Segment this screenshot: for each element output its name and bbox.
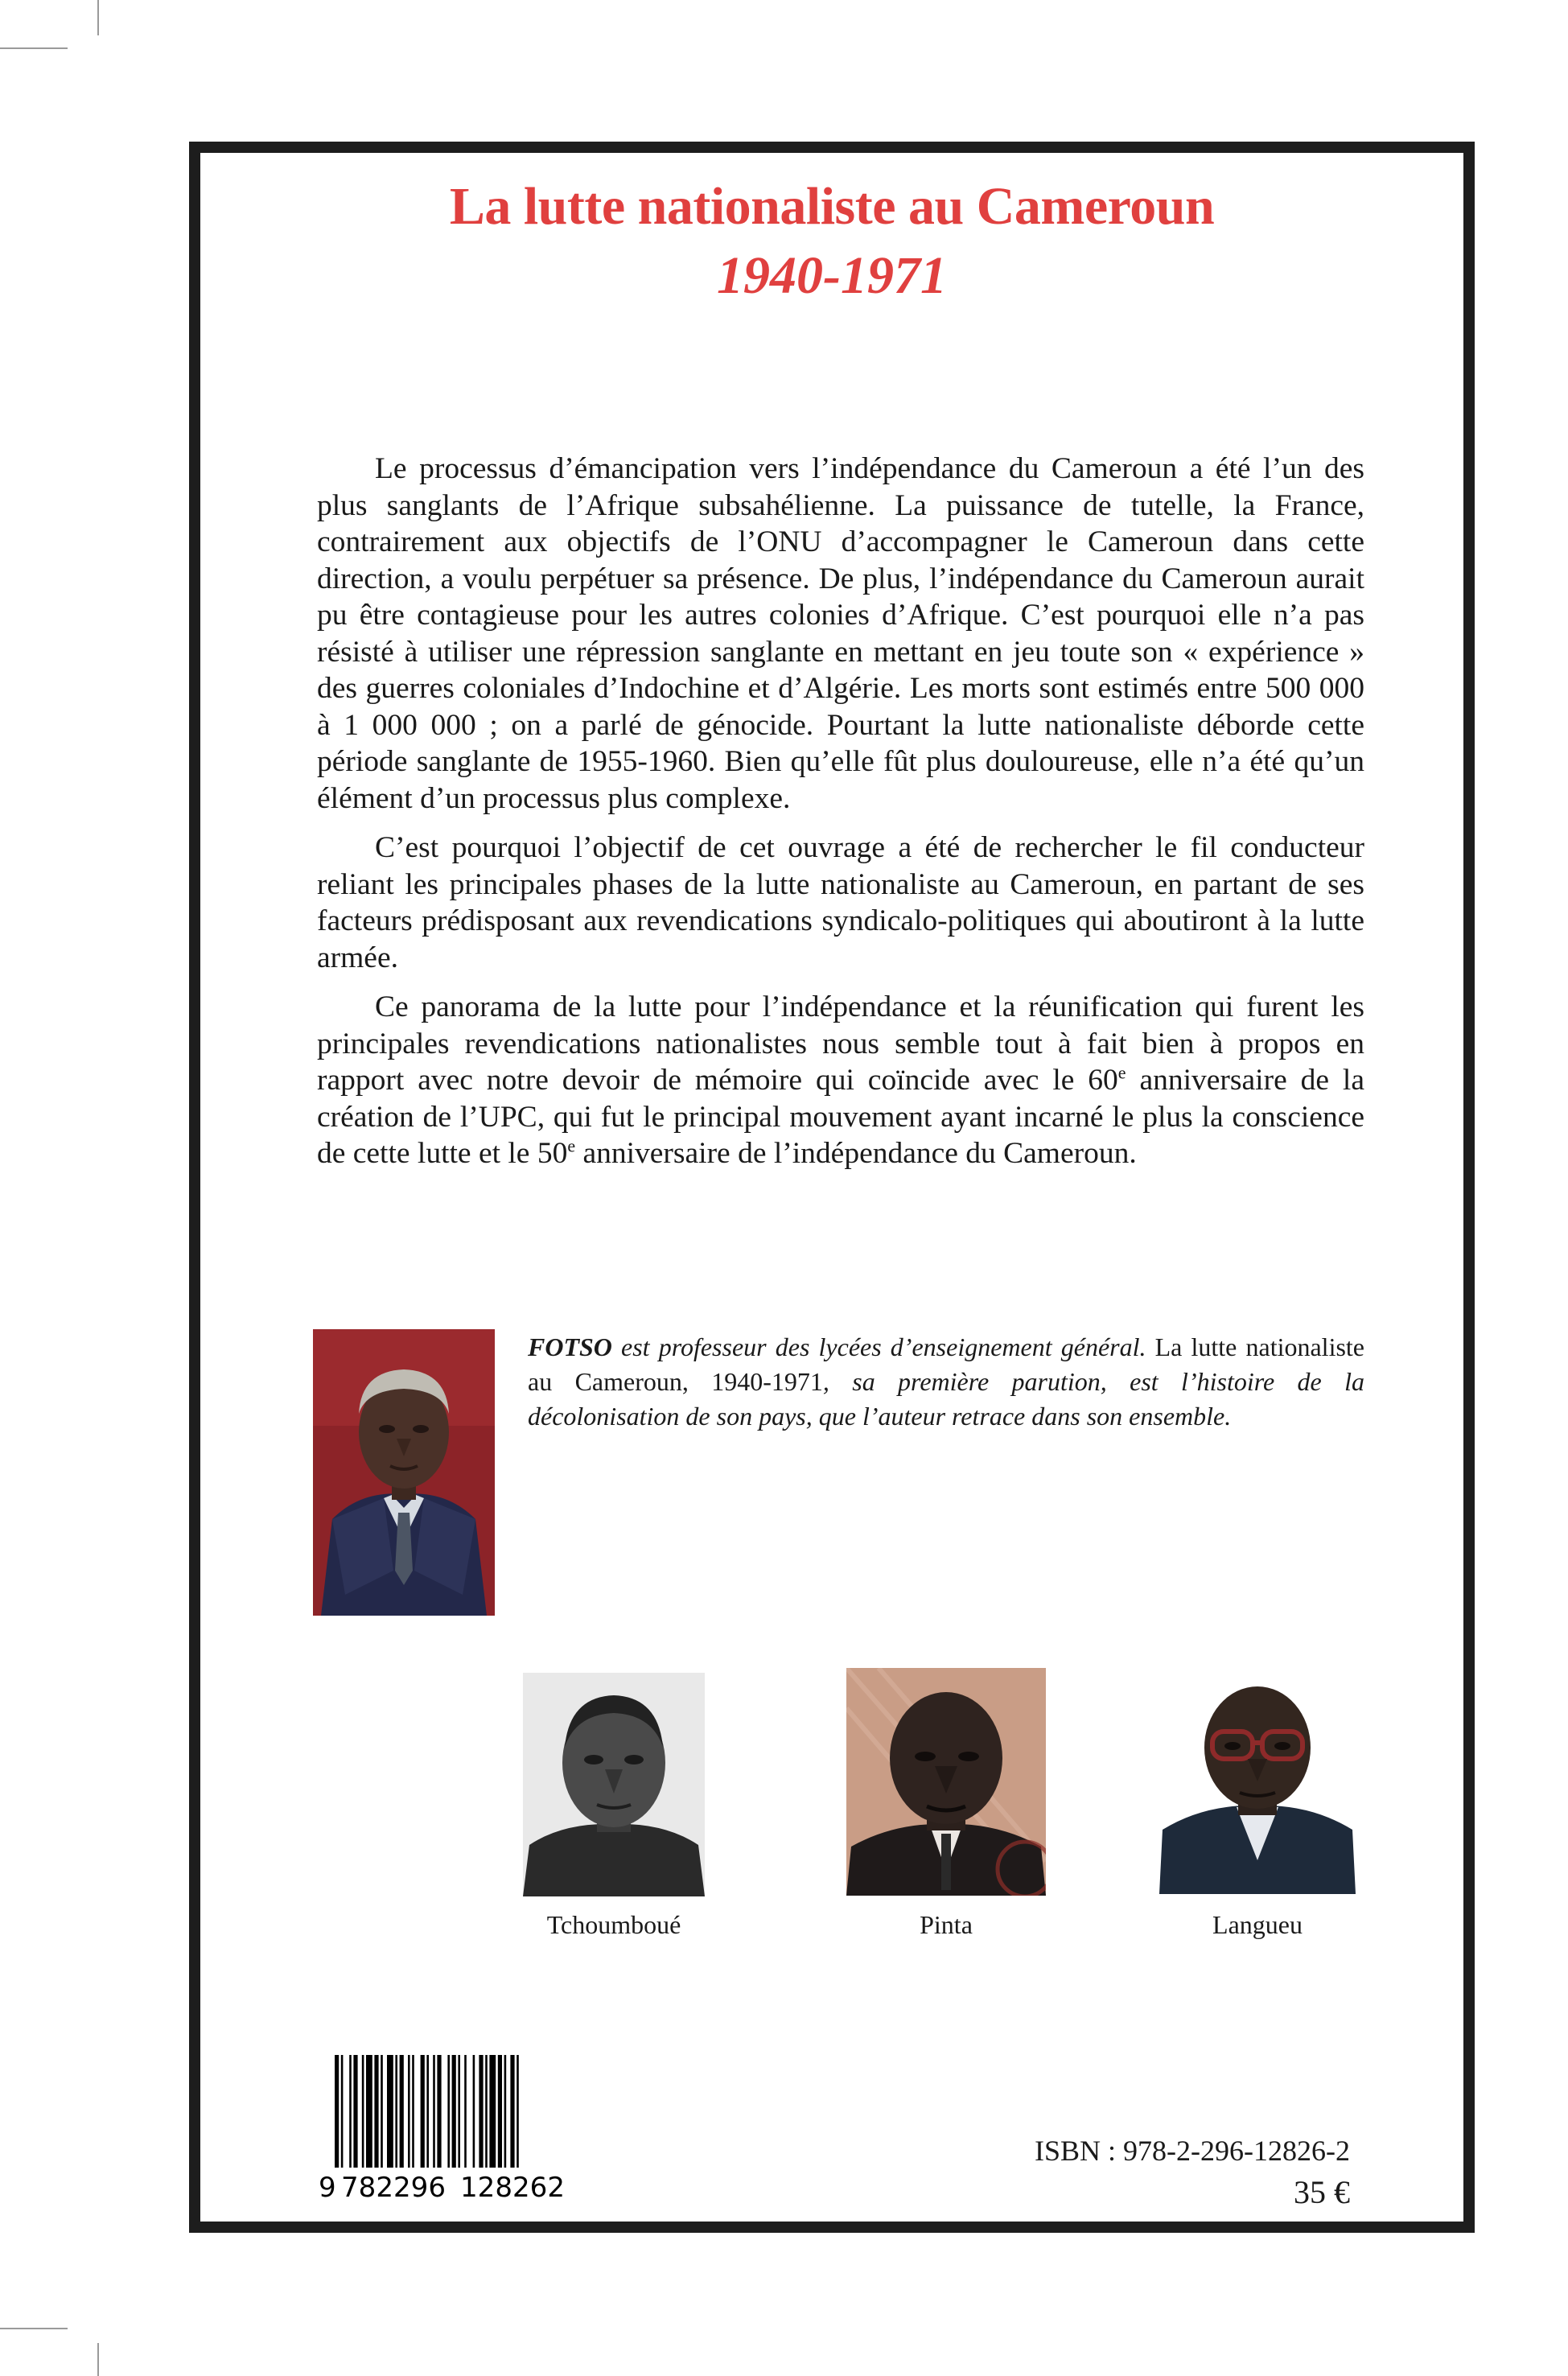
author-bio-part-2: , sa première parution, est l’histoire de la décolonisation de son pays, que l’auteur retrace dans son ensemble. [528, 1367, 1364, 1431]
blurb-paragraph-1: Le processus d’émancipation vers l’indépendance du Cameroun a été l’un des plus sanglants de l’Afrique subsahélienne. La puissance de tutelle, la France, contrairement aux objectifs de l’ONU d’accompagner le Cameroun dans cette direction, a voulu perpétuer sa présence. De plus, l’indépendance du Cameroun aurait pu être contagieuse pour les autres colonies d’Afrique. C’est pourquoi elle n’a pas résisté à utiliser une répression sanglante en mettant en jeu toute son « expérience » des guerres coloniales d’Indochine et d’Algérie. Les morts sont estimés entre 500 000 à 1 000 000 ; on a parlé de génocide. Pourtant la lutte nationaliste déborde cette période sanglante de 1955-1960. Bien qu’elle fût plus douloureuse, elle n’a été qu’un élément d’un processus plus complexe. [317, 452, 1364, 815]
crop-mark-top-horizontal [0, 47, 68, 49]
barcode-bar [510, 2055, 514, 2168]
barcode-bar [504, 2055, 507, 2168]
barcode-bar [421, 2055, 425, 2168]
barcode-bar [395, 2055, 397, 2168]
blurb [317, 451, 1364, 1185]
caption-langueu: Langueu [1212, 1910, 1303, 1939]
photo-langueu [1159, 1669, 1356, 1894]
barcode-bar [489, 2055, 496, 2168]
barcode [317, 2055, 607, 2200]
author-photo [313, 1329, 495, 1616]
barcode-bar [452, 2055, 456, 2168]
barcode-digit-lead: 9 [319, 2172, 336, 2200]
crop-mark-top-vertical [97, 0, 99, 35]
barcode-bar [433, 2055, 435, 2168]
barcode-bar [381, 2055, 383, 2168]
barcode-bar [479, 2055, 483, 2168]
crop-mark-bottom-horizontal [0, 2328, 68, 2329]
barcode-bar [464, 2055, 467, 2168]
barcode-bar [426, 2055, 429, 2168]
barcode-bar [341, 2055, 344, 2168]
photo-tchoumboue [523, 1673, 705, 1896]
blurb-paragraph-3-part-2: anniversaire de la création de l’UPC, qui fut le principal mouvement ayant incarné le plus la conscience de cette lutte et le 50 [317, 1064, 1364, 1170]
blurb-paragraph-3-part-3: anniversaire de l’indépendance du Cameroun. [575, 1137, 1137, 1170]
barcode-bar [353, 2055, 357, 2168]
barcode-bar [400, 2055, 404, 2168]
barcode-bar [412, 2055, 414, 2168]
blurb-paragraph-3 [317, 989, 1364, 1172]
barcode-bar [447, 2055, 450, 2168]
barcode-bar [485, 2055, 488, 2168]
photo-pinta [846, 1668, 1046, 1896]
barcode-bar [335, 2055, 339, 2168]
book-title: La lutte nationaliste au Cameroun [449, 177, 1215, 236]
author-bio [528, 1330, 1364, 1434]
isbn: ISBN : 978-2-296-12826-2 [1035, 2135, 1350, 2167]
barcode-bar [437, 2055, 441, 2168]
caption-tchoumboue: Tchoumboué [546, 1910, 681, 1939]
barcode-bar [366, 2055, 372, 2168]
barcode-bar [362, 2055, 364, 2168]
barcode-bar [516, 2055, 519, 2168]
book-years: 1940-1971 [717, 246, 947, 305]
barcode-bar [374, 2055, 378, 2168]
barcode-bar [349, 2055, 352, 2168]
barcode-bar [498, 2055, 502, 2168]
barcode-bar [387, 2055, 393, 2168]
author-bio-part-1: est professeur des lycées d’enseignement général. [611, 1332, 1146, 1361]
barcode-bar [408, 2055, 410, 2168]
author-name: FOTSO [528, 1332, 612, 1361]
author-bio-book-title: La lutte nationaliste au Cameroun, 1940-1971 [528, 1332, 1365, 1396]
ordinal-superscript: e [567, 1135, 576, 1156]
crop-mark-bottom-vertical [97, 2343, 99, 2376]
blurb-paragraph-2: C’est pourquoi l’objectif de cet ouvrage a été de rechercher le fil conducteur reliant les principales phases de la lutte nationaliste au Cameroun, en partant de ses facteurs prédisposant aux revendications syndicalo-politiques qui aboutiront à la lutte armée. [317, 831, 1364, 974]
barcode-bar [458, 2055, 460, 2168]
ordinal-superscript: e [1117, 1062, 1126, 1083]
barcode-digits-left: 782296 [341, 2172, 446, 2200]
blurb-paragraph-3-part-1: Ce panorama de la lutte pour l’indépendance et la réunification qui furent les principales revendications nationalistes nous semble tout à fait bien à propos en rapport avec notre devoir de mémoire qui coïncide avec le 60 [317, 990, 1364, 1097]
back-cover [189, 142, 1475, 2233]
barcode-digits-right: 128262 [460, 2172, 565, 2200]
price: 35 € [1294, 2174, 1350, 2210]
caption-pinta: Pinta [920, 1910, 973, 1939]
barcode-bar [473, 2055, 475, 2168]
